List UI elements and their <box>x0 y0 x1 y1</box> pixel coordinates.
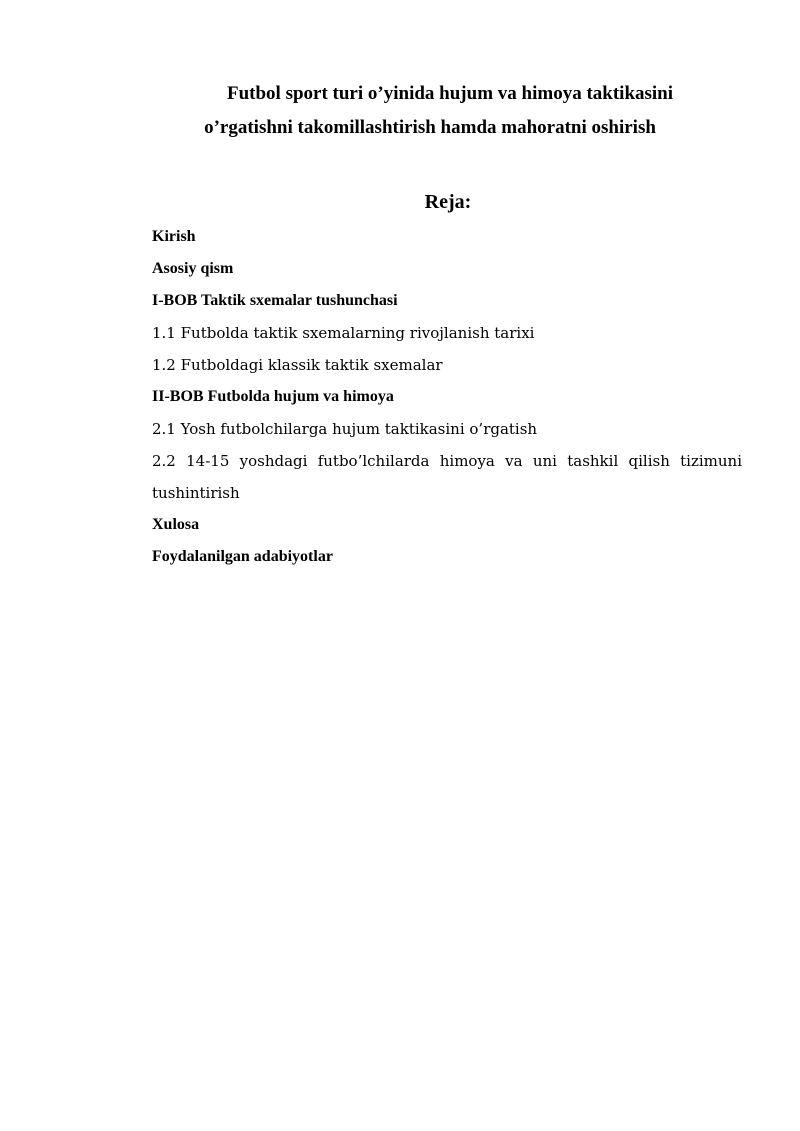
toc-item-main-part: Asosiy qism <box>152 260 234 277</box>
toc-item-section-2-1: 2.1 Yosh futbolchilarga hujum taktikasini o’rgatish <box>152 420 538 438</box>
table-of-contents <box>152 221 742 573</box>
toc-item-chapter-1: I-BOB Taktik sxemalar tushunchasi <box>152 292 398 309</box>
toc-item-references: Foydalanilgan adabiyotlar <box>152 548 333 565</box>
toc-item-conclusion: Xulosa <box>152 516 200 533</box>
document-title-line-2: o’rgatishni takomillashtirish hamda mahoratni oshirish <box>204 117 656 138</box>
document-title-line-1: Futbol sport turi o’yinida hujum va himoya taktikasini <box>226 83 674 104</box>
toc-item-section-1-2: 1.2 Futboldagi klassik taktik sxemalar <box>152 356 443 374</box>
toc-item-section-1-1: 1.1 Futbolda taktik sxemalarning rivojlanish tarixi <box>152 324 535 342</box>
toc-item-introduction: Kirish <box>152 228 196 245</box>
toc-item-section-2-2: 2.2 14-15 yoshdagi futbo’lchilarda himoya va uni tashkil qilish tizimuni tushintirish <box>152 452 742 502</box>
toc-item-chapter-2: II-BOB Futbolda hujum va himoya <box>152 388 394 405</box>
plan-heading: Reja: <box>424 191 472 213</box>
